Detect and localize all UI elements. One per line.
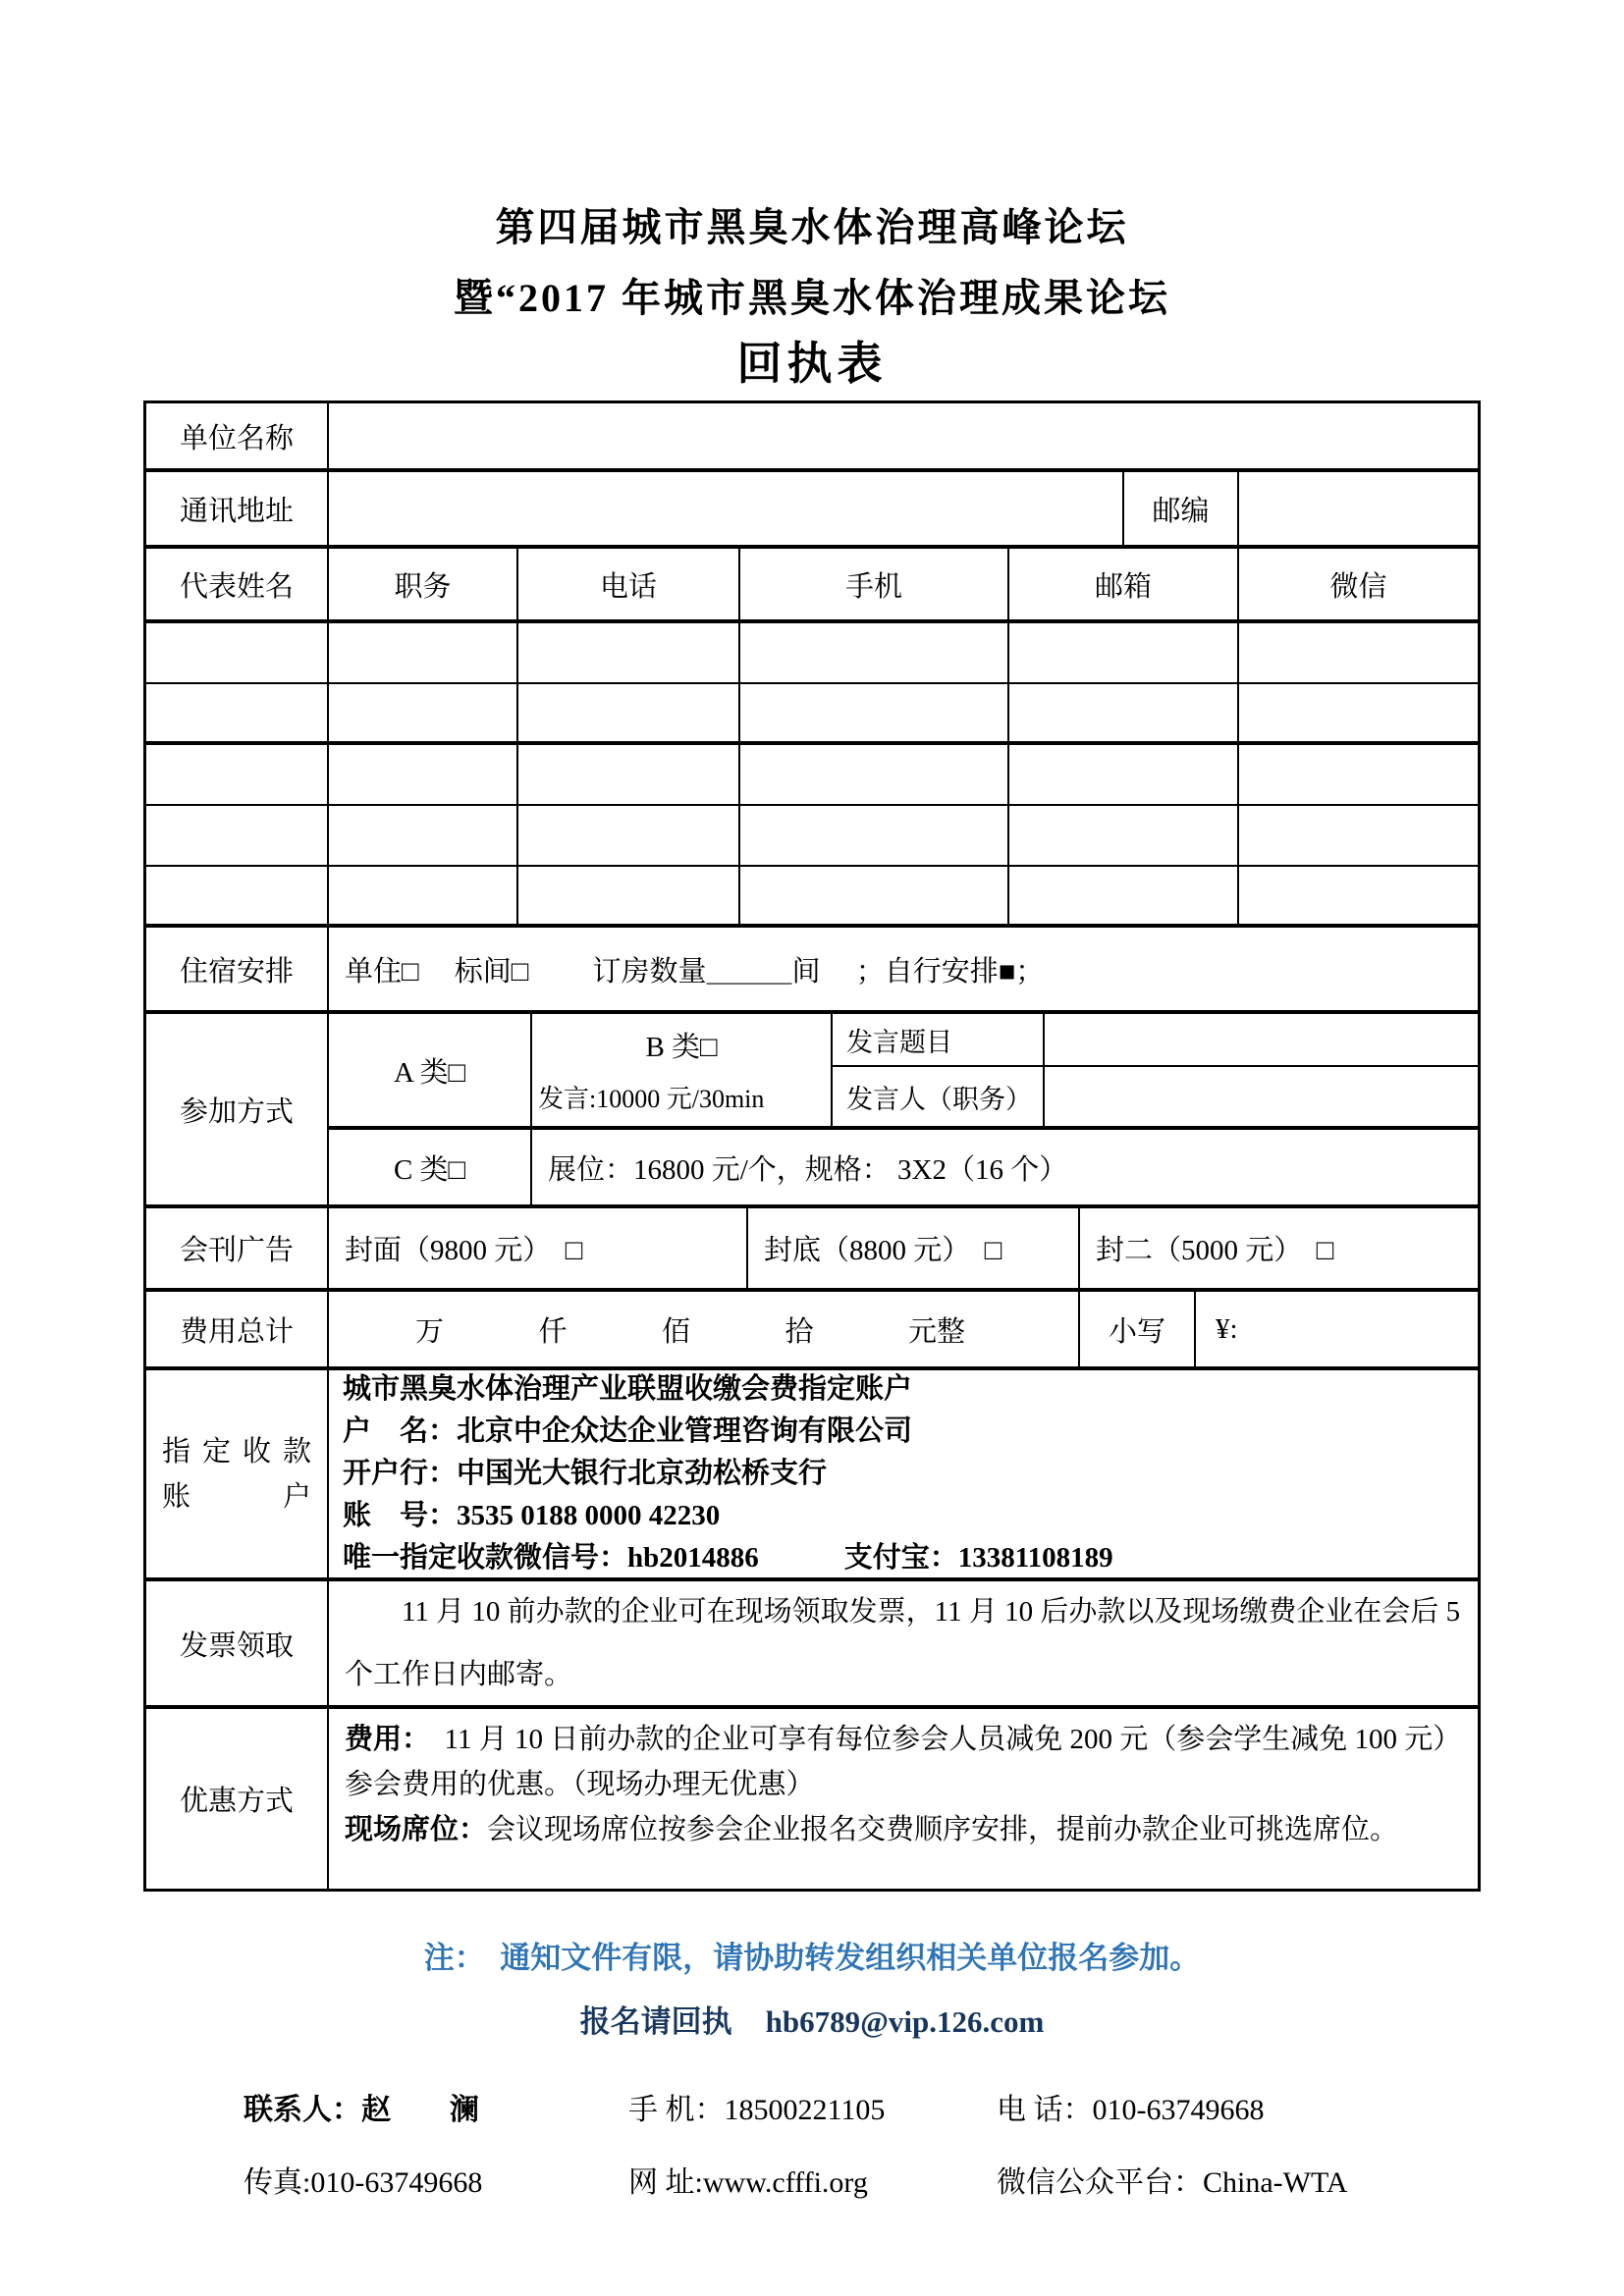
rep-cell[interactable] [146, 623, 329, 682]
rep-cell[interactable] [1009, 623, 1239, 682]
booth-info: 展位：16800 元/个，规格： 3X2（16 个） [548, 1153, 1068, 1186]
rep-cell[interactable] [146, 684, 329, 741]
rep-header-email: 邮箱 [1009, 549, 1239, 619]
reply-email: hb6789@vip.126.com [765, 2004, 1045, 2039]
page-title-line1: 第四届城市黑臭水体治理高峰论坛 [495, 205, 1129, 249]
class-c-checkbox-cell[interactable]: C 类□ [329, 1130, 532, 1204]
class-b-checkbox-cell[interactable] [532, 1014, 833, 1126]
account-label-line1: 指定收款 [162, 1435, 311, 1468]
amount-numeric-cell[interactable]: ¥: [1216, 1312, 1238, 1345]
address-input-cell[interactable] [329, 472, 1124, 545]
unit-name-input-cell[interactable] [329, 403, 1478, 468]
speaker-label: 发言人（职务） [833, 1067, 1045, 1126]
postcode-input-cell[interactable] [1239, 472, 1478, 545]
speech-title-row [833, 1014, 1478, 1067]
contact-phone: 电 话：010-63749668 [997, 2094, 1265, 2126]
account-details [329, 1370, 1478, 1577]
rep-cell[interactable] [1239, 684, 1478, 741]
rep-cell[interactable] [146, 745, 329, 804]
discount-info [329, 1709, 1478, 1889]
address-label: 通讯地址 [146, 472, 329, 545]
rep-cell[interactable] [518, 867, 740, 924]
note-line: 注： 通知文件有限，请协助转发组织相关单位报名参加。 [423, 1941, 1201, 1975]
rep-cell[interactable] [740, 684, 1009, 741]
rep-cell[interactable] [329, 867, 518, 924]
rep-cell[interactable] [518, 623, 740, 682]
rep-cell[interactable] [146, 867, 329, 924]
rep-cell[interactable] [146, 806, 329, 865]
contact-fax: 传真:010-63749668 [244, 2166, 483, 2199]
amount-units [415, 1309, 965, 1350]
ad-cover-checkbox-cell[interactable]: 封面（9800 元） □ [329, 1208, 748, 1288]
rep-empty-row-5 [146, 867, 1478, 928]
participation-label: 参加方式 [146, 1014, 329, 1204]
rep-header-row [146, 549, 1478, 623]
rep-empty-row-3 [146, 745, 1478, 806]
address-row [146, 472, 1478, 549]
rep-header-phone: 电话 [518, 549, 740, 619]
reply-label: 报名请回执 [579, 2004, 732, 2039]
rep-header-name: 代表姓名 [146, 549, 329, 619]
discount-seat-text: 现场席位：会议现场席位按参会企业报名交费顺序安排，提前办款企业可挑选席位。 [345, 1814, 1399, 1845]
rep-cell[interactable] [329, 623, 518, 682]
class-b-fee-label: 发言:10000 元/30min [538, 1085, 765, 1113]
reply-line [0, 1997, 1624, 2041]
journal-ad-label: 会刊广告 [146, 1208, 329, 1288]
rep-cell[interactable] [1009, 806, 1239, 865]
discount-label: 优惠方式 [146, 1709, 329, 1889]
rep-cell[interactable] [1009, 684, 1239, 741]
page-title-line2: 暨“2017 年城市黑臭水体治理成果论坛 [454, 276, 1170, 320]
total-fee-label: 费用总计 [146, 1292, 329, 1366]
rep-cell[interactable] [740, 745, 1009, 804]
rep-header-mobile: 手机 [740, 549, 1009, 619]
rep-cell[interactable] [1009, 867, 1239, 924]
unit-shi: 拾 [785, 1315, 814, 1348]
account-heading: 城市黑臭水体治理产业联盟收缴会费指定账户 [343, 1373, 913, 1405]
invoice-row [146, 1581, 1478, 1709]
speech-title-label: 发言题目 [833, 1014, 1045, 1065]
contact-mobile: 手 机：18500221105 [628, 2094, 886, 2126]
rep-cell[interactable] [1239, 623, 1478, 682]
rep-cell[interactable] [740, 623, 1009, 682]
ad-back-checkbox-cell[interactable]: 封底（8800 元） □ [748, 1208, 1080, 1288]
speaker-row [833, 1067, 1478, 1126]
speech-subgrid [833, 1014, 1478, 1126]
invoice-info [329, 1581, 1478, 1705]
amount-in-words-cell[interactable] [329, 1292, 1080, 1366]
rep-cell[interactable] [329, 806, 518, 865]
speech-title-input-cell[interactable] [1045, 1014, 1478, 1065]
unit-bai: 佰 [661, 1315, 690, 1348]
class-a-checkbox-cell[interactable]: A 类□ [329, 1014, 532, 1126]
rep-cell[interactable] [518, 806, 740, 865]
account-holder: 户 名：北京中企众达企业管理咨询有限公司 [343, 1415, 913, 1447]
unit-name-label: 单位名称 [146, 403, 329, 468]
unit-qian: 仟 [538, 1315, 568, 1348]
page-title-line3: 回执表 [736, 339, 888, 389]
account-label-line2: 账户 [162, 1480, 311, 1513]
discount-fee-text: 费用： 11 月 10 日前办款的企业可享有每位参会人员减免 200 元（参会学生减免 100 元）参会费用的优惠。（现场办理无优惠） [345, 1724, 1462, 1800]
account-wechat-alipay: 唯一指定收款微信号：hb2014886 支付宝：13381108189 [343, 1542, 1113, 1574]
journal-ad-row [146, 1208, 1478, 1292]
rep-cell[interactable] [329, 684, 518, 741]
contact-wechat-platform: 微信公众平台：China-WTA [997, 2166, 1348, 2199]
rep-cell[interactable] [1009, 745, 1239, 804]
unit-yuan: 元整 [907, 1315, 965, 1348]
discount-row [146, 1709, 1478, 1889]
accommodation-row [146, 928, 1478, 1014]
account-number: 账 号：3535 0188 0000 42230 [343, 1500, 721, 1531]
participation-grid [329, 1014, 1478, 1204]
contact-person: 联系人：赵 澜 [244, 2094, 479, 2126]
rep-empty-row-1 [146, 623, 1478, 684]
contact-row-1 [244, 2074, 1624, 2147]
unit-wan: 万 [415, 1315, 445, 1348]
account-bank: 开户行：中国光大银行北京劲松桥支行 [343, 1458, 828, 1489]
account-label [146, 1370, 329, 1577]
postcode-label: 邮编 [1124, 472, 1239, 545]
rep-cell[interactable] [740, 867, 1009, 924]
rep-cell[interactable] [1239, 867, 1478, 924]
accommodation-label: 住宿安排 [146, 928, 329, 1010]
accommodation-options-cell[interactable]: 单住□ 标间□ 订房数量＿＿＿间 ；自行安排■； [345, 955, 1045, 988]
unit-name-row [146, 403, 1478, 472]
rep-empty-row-4 [146, 806, 1478, 867]
lowercase-label: 小写 [1080, 1292, 1196, 1366]
rep-empty-row-2 [146, 684, 1478, 745]
contact-block [0, 2074, 1624, 2219]
rep-cell[interactable] [740, 806, 1009, 865]
rep-cell[interactable] [518, 684, 740, 741]
ad-inside-checkbox-cell[interactable]: 封二（5000 元） □ [1096, 1235, 1334, 1266]
rep-cell[interactable] [1239, 745, 1478, 804]
discount-seat-lead: 现场席位： [345, 1814, 488, 1845]
class-c-row [329, 1130, 1478, 1204]
reply-form-table [143, 400, 1481, 1892]
invoice-text: 11 月 10 前办款的企业可在现场领取发票，11 月 10 后办款以及现场缴费企业在会后 5 个工作日内邮寄。 [345, 1596, 1461, 1690]
participation-row [146, 1014, 1478, 1208]
title-block [0, 0, 1624, 395]
rep-cell[interactable] [1239, 806, 1478, 865]
rep-cell[interactable] [329, 745, 518, 804]
participation-top-block [329, 1014, 1478, 1130]
account-row [146, 1370, 1478, 1581]
discount-fee-lead: 费用： [345, 1724, 416, 1755]
speaker-input-cell[interactable] [1045, 1067, 1478, 1126]
contact-row-2 [244, 2147, 1624, 2219]
total-fee-row [146, 1292, 1478, 1370]
invoice-label: 发票领取 [146, 1581, 329, 1705]
contact-website: 网 址:www.cfffi.org [628, 2166, 868, 2199]
rep-header-wechat: 微信 [1329, 570, 1387, 603]
class-b-label: B 类□ [645, 1032, 718, 1063]
rep-cell[interactable] [518, 745, 740, 804]
rep-header-position: 职务 [329, 549, 518, 619]
